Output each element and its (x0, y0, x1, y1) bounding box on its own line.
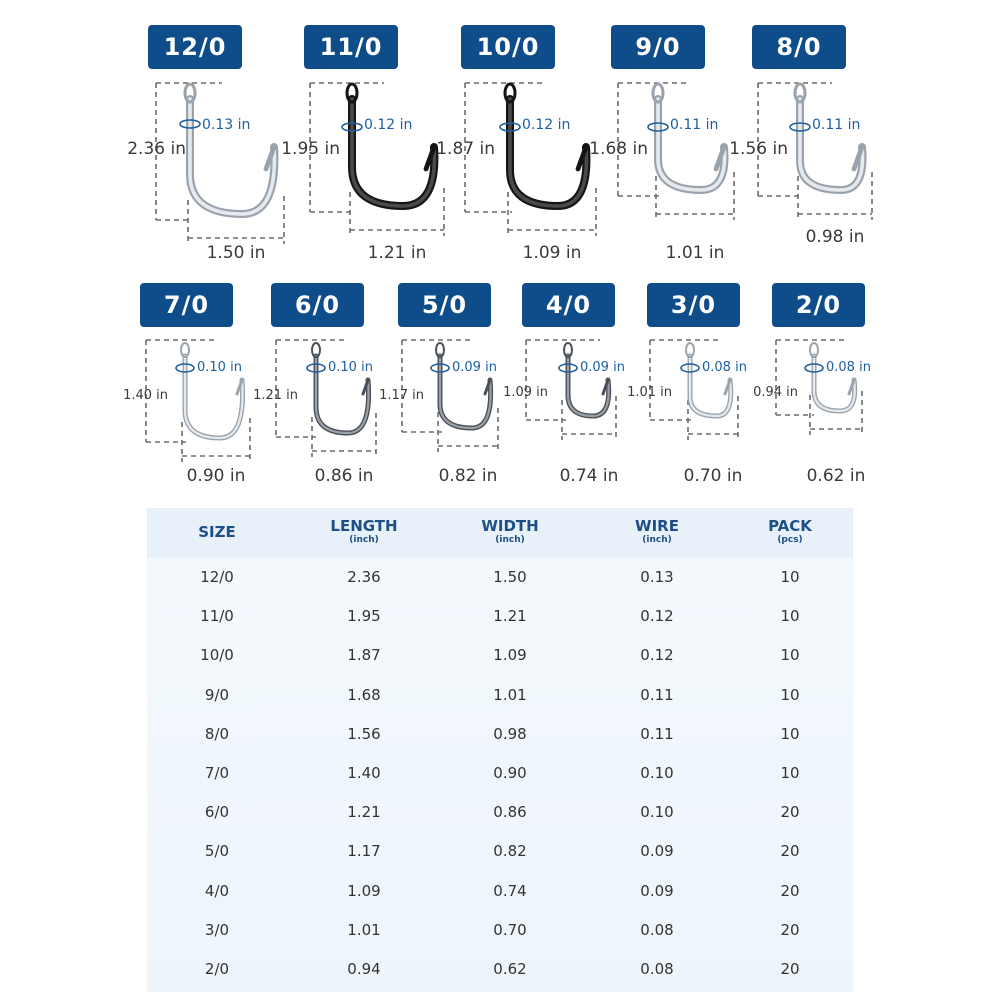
width-label: 0.74 in (559, 466, 619, 486)
length-label: 1.01 in (627, 385, 672, 400)
table-row (147, 882, 853, 904)
wire-label: 0.10 in (328, 360, 373, 375)
hook-highlight (510, 99, 586, 206)
table-row (147, 646, 853, 668)
table-cell: 0.09 (640, 881, 674, 900)
table-row (147, 960, 853, 982)
spec-table (147, 508, 853, 992)
table-cell: 1.50 (493, 568, 527, 586)
width-label: 0.90 in (186, 466, 246, 486)
table-cell: 5/0 (204, 842, 230, 861)
hook-icon (658, 99, 725, 190)
width-label: 1.01 in (665, 243, 725, 263)
length-label: 0.94 in (753, 385, 798, 400)
table-cell: 0.12 (640, 607, 674, 626)
table-cell: 0.62 (493, 960, 527, 978)
length-label: 1.56 in (729, 139, 788, 159)
table-cell: 0.08 (640, 960, 674, 978)
table-cell: 0.09 (640, 842, 674, 861)
table-cell: 6/0 (204, 803, 230, 822)
column-header-label: SIZE (198, 523, 236, 541)
column-unit: (inch) (495, 535, 525, 545)
hook-icon (510, 99, 586, 206)
column-header (450, 517, 570, 545)
column-unit: (inch) (642, 535, 672, 545)
size-badge: 4/0 (522, 283, 615, 327)
table-row (147, 686, 853, 708)
table-cell: 1.21 (347, 803, 381, 822)
table-cell: 9/0 (204, 685, 230, 704)
table-cell: 0.90 (493, 764, 527, 782)
wire-label: 0.08 in (826, 360, 871, 375)
table-row (147, 725, 853, 747)
size-badge: 9/0 (611, 25, 705, 69)
width-label: 0.70 in (683, 466, 743, 486)
table-cell: 10/0 (200, 646, 234, 665)
table-cell: 1.09 (347, 881, 381, 900)
length-label: 1.40 in (123, 388, 168, 403)
length-label: 1.95 in (281, 139, 340, 159)
column-header (304, 517, 424, 545)
width-label: 0.82 in (438, 466, 498, 486)
size-badge: 11/0 (304, 25, 398, 69)
length-label: 1.17 in (379, 388, 424, 403)
table-cell: 1.40 (347, 764, 381, 782)
table-cell: 20 (780, 881, 800, 900)
table-cell: 11/0 (200, 607, 234, 626)
hook-icon (352, 99, 434, 206)
wire-label: 0.10 in (197, 360, 242, 375)
wire-label: 0.12 in (522, 117, 571, 133)
hook-highlight (352, 99, 434, 206)
hook-icon (800, 99, 863, 190)
table-cell: 2/0 (204, 960, 230, 978)
width-label: 0.86 in (314, 466, 374, 486)
width-label: 0.62 in (806, 466, 866, 486)
table-cell: 0.12 (640, 646, 674, 665)
table-cell: 20 (780, 960, 800, 978)
table-cell: 0.10 (640, 803, 674, 822)
wire-label: 0.08 in (702, 360, 747, 375)
table-row (147, 803, 853, 825)
table-cell: 1.87 (347, 646, 381, 665)
table-row (147, 607, 853, 629)
wire-label: 0.11 in (670, 117, 719, 133)
size-badge: 10/0 (461, 25, 555, 69)
column-header-label: PACK (768, 517, 812, 535)
table-cell: 4/0 (204, 881, 230, 900)
size-badge: 2/0 (772, 283, 865, 327)
length-label: 1.68 in (589, 139, 648, 159)
table-cell: 0.82 (493, 842, 527, 861)
length-label: 1.87 in (436, 139, 495, 159)
length-label: 2.36 in (127, 139, 186, 159)
table-cell: 1.68 (347, 685, 381, 704)
table-cell: 0.94 (347, 960, 381, 978)
size-badge: 8/0 (752, 25, 846, 69)
table-cell: 1.56 (347, 724, 381, 743)
length-label: 1.09 in (503, 385, 548, 400)
table-cell: 0.08 (640, 920, 674, 939)
table-cell: 7/0 (204, 764, 230, 782)
width-label: 1.21 in (367, 243, 427, 263)
table-cell: 2.36 (347, 568, 381, 586)
table-cell: 10 (780, 646, 800, 665)
table-cell: 0.10 (640, 764, 674, 782)
table-header (147, 508, 853, 558)
table-cell: 20 (780, 803, 800, 822)
wire-label: 0.13 in (202, 117, 251, 133)
table-cell: 10 (780, 607, 800, 626)
hook-highlight (800, 99, 863, 190)
column-header-label: LENGTH (330, 517, 398, 535)
table-cell: 8/0 (204, 724, 230, 743)
wire-label: 0.09 in (580, 360, 625, 375)
length-label: 1.21 in (253, 388, 298, 403)
table-cell: 12/0 (200, 568, 234, 586)
size-badge: 6/0 (271, 283, 364, 327)
table-cell: 1.09 (493, 646, 527, 665)
table-cell: 10 (780, 568, 800, 586)
table-cell: 1.21 (493, 607, 527, 626)
table-cell: 10 (780, 685, 800, 704)
width-label: 1.09 in (522, 243, 582, 263)
column-header (730, 517, 850, 545)
table-cell: 10 (780, 764, 800, 782)
table-cell: 1.17 (347, 842, 381, 861)
width-label: 1.50 in (206, 243, 266, 263)
table-cell: 0.98 (493, 724, 527, 743)
wire-label: 0.11 in (812, 117, 861, 133)
column-unit: (pcs) (777, 535, 803, 545)
table-row (147, 842, 853, 864)
size-badge: 3/0 (647, 283, 740, 327)
table-cell: 1.95 (347, 607, 381, 626)
table-cell: 10 (780, 724, 800, 743)
table-cell: 20 (780, 920, 800, 939)
size-badge: 12/0 (148, 25, 242, 69)
column-header (597, 517, 717, 545)
table-row (147, 764, 853, 786)
table-cell: 0.11 (640, 685, 674, 704)
table-row (147, 568, 853, 590)
table-cell: 0.86 (493, 803, 527, 822)
column-header (157, 523, 277, 541)
column-unit: (inch) (349, 535, 379, 545)
wire-label: 0.12 in (364, 117, 413, 133)
size-badge: 5/0 (398, 283, 491, 327)
table-cell: 20 (780, 842, 800, 861)
size-badge: 7/0 (140, 283, 233, 327)
table-cell: 1.01 (493, 685, 527, 704)
table-row (147, 921, 853, 943)
column-header-label: WIRE (635, 517, 679, 535)
table-cell: 0.70 (493, 920, 527, 939)
column-header-label: WIDTH (481, 517, 539, 535)
table-cell: 1.01 (347, 920, 381, 939)
table-cell: 0.13 (640, 568, 674, 586)
width-label: 0.98 in (805, 227, 865, 247)
table-cell: 0.74 (493, 881, 527, 900)
table-cell: 0.11 (640, 724, 674, 743)
table-cell: 3/0 (204, 920, 230, 939)
wire-label: 0.09 in (452, 360, 497, 375)
